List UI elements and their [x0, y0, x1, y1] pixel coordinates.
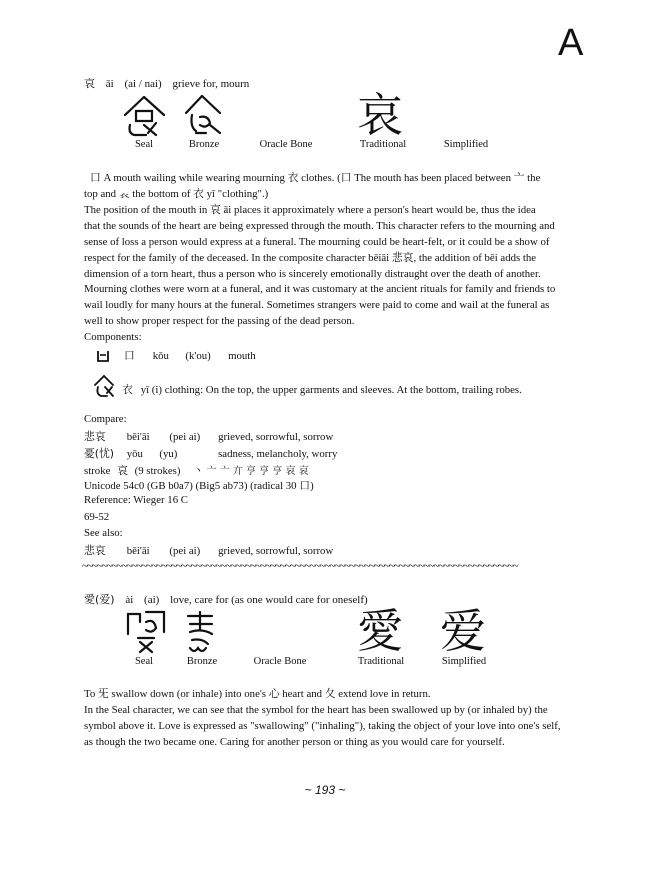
entry-meaning: grieve for, mourn	[172, 78, 250, 90]
compare-row	[84, 429, 333, 444]
component-alt: (k'ou)	[185, 350, 211, 362]
entry-divider: ~~~~~~~~~~~~~~~~~~~~~~~~~~~~~~~~~~~~~~~~~~~~~~~~~~~~~~~~~~~~~~~~~~~~~~~~~~~~~~~~~~~~~~~~	[82, 560, 518, 572]
compare-label: Compare:	[84, 413, 127, 425]
compare-char: 悲哀	[84, 430, 106, 443]
desc-line: The position of the mouth in 哀 āi places it approximately where a person's heart would be, thus the idea	[84, 203, 536, 216]
stroke-prefix: stroke	[84, 465, 111, 477]
see-also-label: See also:	[84, 527, 123, 539]
label-traditional: Traditional	[359, 139, 407, 150]
seal-script-glyph	[124, 608, 170, 654]
desc-line: as though the two became one. Caring for another person or thing as you would care for yourself.	[84, 735, 505, 748]
label-oracle-bone: Oracle Bone	[253, 656, 307, 667]
entry-character: 愛(爱)	[84, 593, 115, 606]
traditional-glyph: 哀	[357, 88, 403, 142]
component-meaning: mouth	[228, 350, 256, 362]
reference-number: 69-52	[84, 511, 110, 523]
entry-description	[90, 171, 590, 187]
entry-description	[84, 687, 584, 751]
desc-line: In the Seal character, we can see that the symbol for the heart has been swallowed up by (or inhaled by) the	[84, 703, 548, 716]
seal-script-glyph	[120, 93, 168, 137]
desc-line: that the sounds of the heart are being expressed through the mouth. This character refers to the mourning and	[84, 219, 555, 232]
simplified-glyph: 爱	[440, 604, 486, 658]
compare-meaning: sadness, melancholy, worry	[218, 448, 338, 460]
see-also-meaning: grieved, sorrowful, sorrow	[218, 545, 334, 557]
desc-line: sense of loss a person would express at a funeral. The mourning could be heart-felt, or it could be a show of	[84, 235, 550, 248]
compare-row	[84, 446, 337, 461]
compare-alt: (yu)	[159, 448, 178, 460]
component-text: yī (i) clothing: On the top, the upper garments and sleeves. At the bottom, trailing robes.	[140, 384, 522, 396]
component-mouth	[124, 348, 256, 363]
label-traditional: Traditional	[357, 656, 405, 667]
component-pinyin: kǒu	[152, 350, 169, 362]
compare-meaning: grieved, sorrowful, sorrow	[218, 431, 334, 443]
desc-line: well to show proper respect for the passing of the dead person.	[84, 315, 355, 328]
clothing-seal-glyph	[92, 374, 116, 398]
desc-line: respect for the family of the deceased. In the composite character bēiāi 悲哀, the addition of bēi adds the	[84, 251, 537, 264]
entry-pinyin: āi	[105, 78, 114, 90]
components-label: Components:	[84, 331, 142, 343]
label-seal: Seal	[134, 656, 154, 667]
entry-description-body	[84, 187, 584, 330]
entry-alt-romanization: (ai / nai)	[124, 78, 162, 90]
page-number: ~ 193 ~	[304, 783, 346, 797]
see-also-char: 悲哀	[84, 544, 106, 557]
entry-meaning: love, care for (as one would care for oneself)	[170, 594, 368, 606]
component-char: 衣	[122, 383, 133, 396]
reference-info: Reference: Wieger 16 C	[84, 494, 188, 506]
see-also-pinyin: bēi'āi	[126, 545, 150, 557]
label-simplified: Simplified	[443, 139, 489, 150]
component-char: 口	[124, 349, 135, 362]
desc-line: To 旡 swallow down (or inhale) into one's 心 heart and 夂 extend love in return.	[84, 688, 431, 700]
desc-line: wail loudly for many hours at the funeral. Sometimes strangers were paid to come and wail at the funeral as	[84, 299, 550, 312]
compare-char: 憂(忧)	[84, 447, 115, 460]
desc-line: symbol above it. Love is expressed as "swallowing" ("inhaling"), taking the object of your love into one's self,	[84, 719, 561, 732]
entry-heading	[84, 75, 257, 91]
desc-line: top and 𧘇 the bottom of 衣 yī "clothing".)	[84, 188, 269, 200]
desc-line: Mourning clothes were worn at a funeral, and it was customary at the ancient rituals for family and friends to	[84, 283, 556, 296]
stroke-order-row	[84, 462, 309, 478]
component-clothing	[122, 382, 522, 397]
label-simplified: Simplified	[441, 656, 487, 667]
mouth-seal-glyph	[96, 349, 110, 363]
traditional-glyph: 愛	[357, 604, 403, 658]
label-bronze: Bronze	[188, 139, 220, 150]
compare-pinyin: yōu	[126, 448, 143, 460]
desc-line: dimension of a torn heart, thus a person who is sincerely emotionally distraught over the death of another.	[84, 267, 541, 280]
compare-alt: (pei ai)	[169, 431, 201, 443]
entry-heading	[84, 591, 376, 607]
see-also-alt: (pei ai)	[169, 545, 201, 557]
desc-line: 口 A mouth wailing while wearing mourning 衣 clothes. (口 The mouth has been placed between 亠 the	[90, 172, 541, 184]
entry-pinyin: ài	[125, 594, 134, 606]
stroke-count: (9 strokes)	[134, 465, 181, 477]
unicode-info: Unicode 54c0 (GB b0a7) (Big5 ab73) (radical 30 口)	[84, 480, 314, 492]
entry-character: 哀	[84, 77, 95, 90]
entry-alt-romanization: (ai)	[144, 594, 160, 606]
label-seal: Seal	[134, 139, 154, 150]
compare-pinyin: bēi'āi	[126, 431, 150, 443]
stroke-order-sequence: 丶 亠 亠 亣 亨 亨 亨 哀 哀	[193, 466, 309, 477]
section-letter: A	[558, 22, 584, 64]
bronze-script-glyph	[180, 93, 226, 137]
stroke-char: 哀	[117, 464, 128, 477]
label-bronze: Bronze	[186, 656, 218, 667]
bronze-script-glyph	[182, 610, 222, 654]
see-also-row	[84, 543, 333, 558]
label-oracle-bone: Oracle Bone	[259, 139, 313, 150]
